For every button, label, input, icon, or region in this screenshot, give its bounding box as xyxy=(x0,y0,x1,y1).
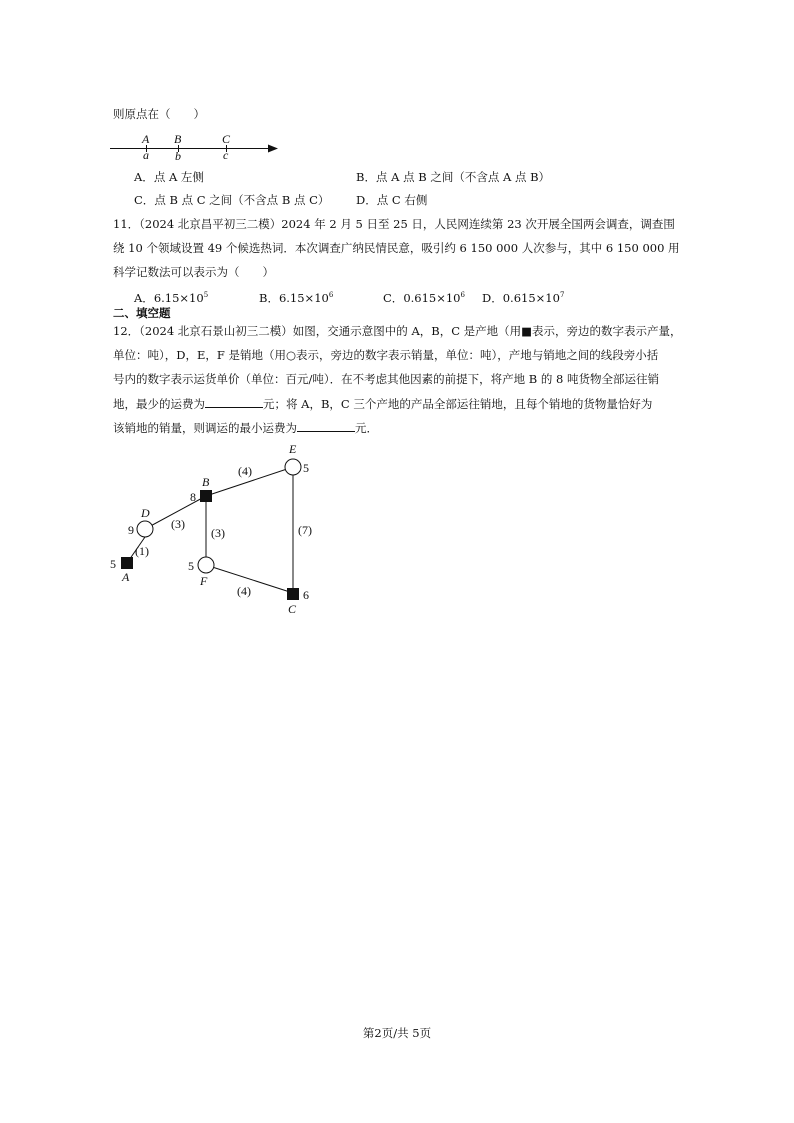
node-c-amount: 6 xyxy=(303,588,309,602)
node-a-letter: A xyxy=(122,570,130,584)
section-title: 二、填空题 xyxy=(113,306,171,320)
q12-line-4-suffix: 元；将 A，B，C 三个产地的产品全部运往销地，且每个销地的货物量恰好为 xyxy=(263,397,653,411)
edge-ad-price: (1) xyxy=(135,544,149,558)
q10-option-a xyxy=(134,170,204,184)
q10-option-b xyxy=(356,170,550,184)
q10-option-d xyxy=(356,193,427,207)
node-f-amount: 5 xyxy=(188,559,194,573)
q10-option-b-text: 点 A 点 B 之间（不含点 A 点 B） xyxy=(375,170,551,184)
q11-option-b-base: 6.15×10 xyxy=(278,291,329,305)
q12-line-5-suffix: 元． xyxy=(355,421,378,435)
node-a-amount: 5 xyxy=(110,557,116,571)
node-d-circle-icon xyxy=(137,521,153,537)
page-footer: 第2页/共 5页 xyxy=(362,1026,432,1040)
q10-option-c xyxy=(134,193,329,207)
q10-stem: 则原点在（ ） xyxy=(113,107,205,121)
q11-option-c xyxy=(383,291,465,305)
node-b-amount: 8 xyxy=(190,490,196,504)
q10-option-b-key: B． xyxy=(356,170,376,184)
q12-line-1: 12．（2024 北京石景山初三二模）如图，交通示意图中的 A，B，C 是产地（用■表示，旁边的数字表示产量， xyxy=(113,324,682,338)
edge-fc-price: (4) xyxy=(237,584,251,598)
node-e-amount: 5 xyxy=(303,461,309,475)
q11-line-1: 11．（2024 北京昌平初三二模）2024 年 2 月 5 日至 25 日，人民网连续第 23 次开展全国两会调查，调查围 xyxy=(113,217,675,231)
node-e-circle-icon xyxy=(285,459,301,475)
q10-option-d-text: 点 C 右侧 xyxy=(376,193,428,207)
q11-option-b xyxy=(259,291,333,305)
q12-line-5-prefix: 该销地的销量，则调运的最小运费为 xyxy=(113,421,297,435)
node-d-letter: D xyxy=(141,506,150,520)
q11-line-3: 科学记数法可以表示为（ ） xyxy=(113,265,274,279)
transport-diagram xyxy=(0,430,794,630)
q10-option-a-key: A． xyxy=(134,170,154,184)
q11-option-b-exp: 6 xyxy=(328,291,334,299)
q11-option-c-key: C． xyxy=(383,291,404,305)
q11-option-b-key: B． xyxy=(259,291,279,305)
q10-option-c-text: 点 B 点 C 之间（不含点 B 点 C） xyxy=(154,193,330,207)
q11-option-d xyxy=(482,291,564,305)
label-c: c xyxy=(223,148,229,162)
node-c-letter: C xyxy=(288,602,297,616)
label-B: B xyxy=(174,132,182,146)
q12-line-3: 号内的数字表示运货单价（单位：百元/吨）．在不考虑其他因素的前提下，将产地 B 的 8 吨货物全部运往销 xyxy=(113,372,660,386)
q12-line-2: 单位：吨），D，E，F 是销地（用○表示，旁边的数字表示销量，单位：吨），产地与销地之间的线段旁小括 xyxy=(113,348,659,362)
edge-ec-price: (7) xyxy=(298,523,312,537)
node-d-amount: 9 xyxy=(128,523,134,537)
number-line-arrow-icon xyxy=(268,145,278,153)
node-f-letter: F xyxy=(200,574,208,588)
node-e-letter: E xyxy=(289,442,297,456)
edge-db-price: (3) xyxy=(171,517,185,531)
node-b-letter: B xyxy=(202,475,210,489)
q11-option-d-base: 0.615×10 xyxy=(502,291,560,305)
q11-option-d-key: D． xyxy=(482,291,503,305)
q11-option-d-exp: 7 xyxy=(559,291,565,299)
q11-option-a-base: 6.15×10 xyxy=(153,291,204,305)
q11-option-c-exp: 6 xyxy=(460,291,465,299)
q10-option-d-key: D． xyxy=(356,193,377,207)
edge-bf-price: (3) xyxy=(211,526,225,540)
node-a-square-icon xyxy=(121,557,133,569)
label-a: a xyxy=(143,148,149,162)
node-f-circle-icon xyxy=(198,557,214,573)
q12-line-4 xyxy=(113,396,652,411)
edge-be-price: (4) xyxy=(238,464,252,478)
node-b-square-icon xyxy=(200,490,212,502)
q11-line-2: 绕 10 个领域设置 49 个候选热词．本次调查广纳民情民意，吸引约 6 150 000 人次参与，其中 6 150 000 用 xyxy=(113,241,680,255)
q12-line-4-prefix: 地，最少的运费为 xyxy=(113,397,205,411)
node-c-square-icon xyxy=(287,588,299,600)
label-b: b xyxy=(175,149,181,163)
q11-option-c-base: 0.615×10 xyxy=(403,291,461,305)
q10-option-c-key: C． xyxy=(134,193,155,207)
label-C: C xyxy=(222,132,231,146)
q11-option-a-key: A． xyxy=(134,291,154,305)
q11-option-a-exp: 5 xyxy=(203,291,209,299)
q10-option-a-text: 点 A 左侧 xyxy=(153,170,204,184)
label-A: A xyxy=(142,132,150,146)
q11-option-a xyxy=(134,291,208,305)
answer-blank-1[interactable] xyxy=(205,396,263,408)
